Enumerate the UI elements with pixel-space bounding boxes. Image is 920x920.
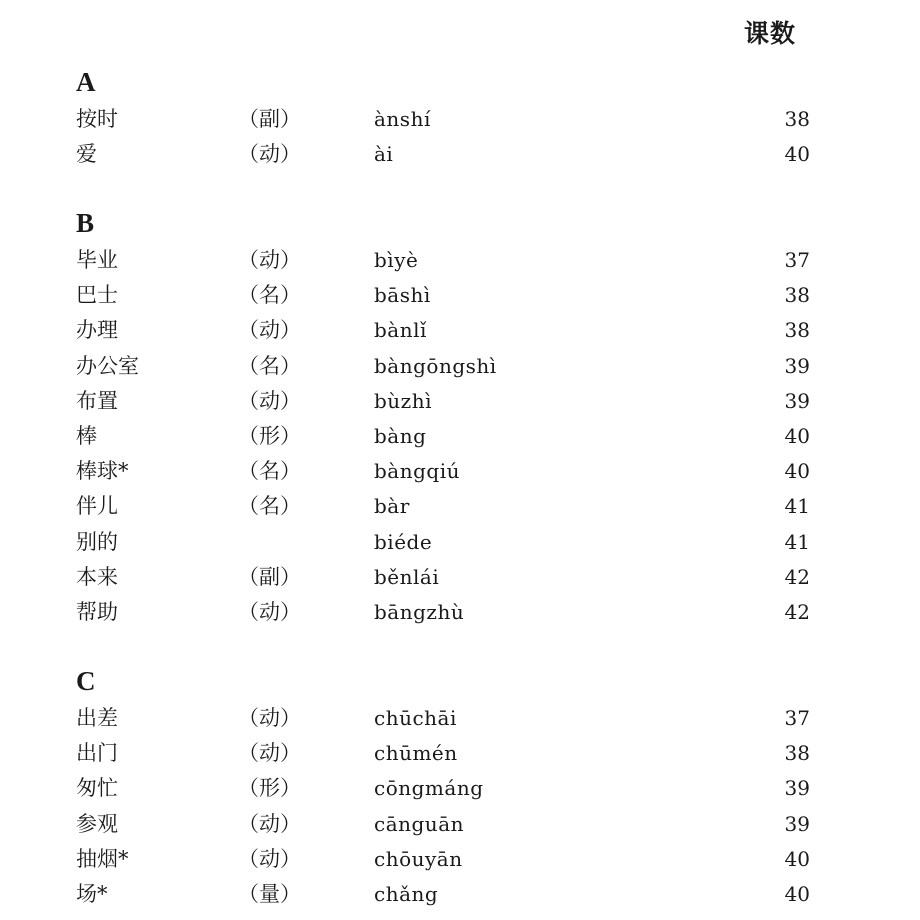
entry-pinyin: chǎng — [374, 881, 439, 906]
entry-lesson: 39 — [784, 776, 810, 801]
entry-pos: （动） — [238, 142, 301, 167]
entry-row — [76, 454, 816, 489]
entry-row — [76, 102, 816, 137]
section-letter: B — [76, 208, 95, 238]
entry-word: 布置 — [76, 388, 118, 413]
entry-pos: （动） — [238, 388, 301, 413]
entry-lesson: 42 — [784, 564, 810, 589]
entry-lesson: 41 — [784, 529, 810, 554]
entry-lesson: 38 — [784, 107, 810, 131]
entry-word: 毕业 — [76, 248, 118, 272]
entry-word: 棒球* — [76, 459, 129, 484]
entry-lesson: 40 — [784, 459, 810, 484]
entry-row — [76, 489, 816, 524]
entry-word: 伴儿 — [76, 494, 118, 519]
entry-pos: （副） — [238, 564, 301, 589]
entry-pinyin: chūmén — [374, 741, 458, 766]
entry-pinyin: chūchāi — [374, 706, 457, 730]
entry-word: 本来 — [76, 564, 118, 589]
entry-pos: （形） — [238, 423, 301, 448]
entry-lesson: 41 — [784, 494, 810, 519]
entry-lesson: 42 — [784, 599, 810, 624]
entry-pos: （动） — [238, 706, 301, 730]
entry-row — [76, 349, 816, 384]
entry-pos: （名） — [238, 459, 301, 484]
entry-word: 出差 — [76, 706, 118, 730]
entry-row — [76, 313, 816, 348]
entry-pos: （动） — [238, 846, 301, 871]
entry-row — [76, 701, 816, 736]
entry-word: 出门 — [76, 741, 118, 766]
entry-pinyin: bāshì — [374, 283, 431, 308]
entry-word: 按时 — [76, 107, 118, 131]
entry-pinyin: cānguān — [374, 811, 464, 836]
entry-pos: （名） — [238, 353, 301, 378]
entry-lesson: 39 — [784, 353, 810, 378]
entry-row — [76, 877, 816, 912]
entry-lesson: 40 — [784, 142, 810, 167]
entry-row — [76, 384, 816, 419]
entry-word: 场* — [76, 881, 108, 906]
section-a — [76, 62, 816, 172]
entry-pinyin: bùzhì — [374, 388, 432, 413]
entry-word: 别的 — [76, 529, 118, 554]
entry-lesson: 37 — [784, 706, 810, 730]
entry-pinyin: bànlǐ — [374, 318, 427, 343]
entry-pinyin: biéde — [374, 529, 433, 554]
entry-word: 抽烟* — [76, 846, 129, 871]
lesson-column-header: 课数 — [744, 19, 797, 48]
entry-row — [76, 595, 816, 630]
entry-lesson: 38 — [784, 283, 810, 308]
entry-word: 帮助 — [76, 599, 118, 624]
entry-pinyin: bàngōngshì — [374, 353, 497, 378]
entry-pos: （动） — [238, 811, 301, 836]
entry-lesson: 38 — [784, 741, 810, 766]
entry-pinyin: cōngmáng — [374, 776, 484, 801]
entry-pinyin: bàr — [374, 494, 410, 519]
entry-word: 匆忙 — [76, 776, 118, 801]
entry-word: 棒 — [76, 423, 97, 448]
section-c — [76, 661, 816, 912]
entry-row — [76, 771, 816, 806]
entry-lesson: 38 — [784, 318, 810, 343]
entry-row — [76, 137, 816, 172]
entry-pinyin: chōuyān — [374, 846, 463, 871]
entry-pos: （动） — [238, 248, 301, 272]
entry-pinyin: ài — [374, 142, 394, 167]
entry-pinyin: bàng — [374, 423, 427, 448]
entry-row — [76, 243, 816, 278]
entry-pinyin: bāngzhù — [374, 599, 465, 624]
entry-pinyin: ànshí — [374, 107, 431, 131]
entry-pinyin: bìyè — [374, 248, 419, 272]
entry-row — [76, 525, 816, 560]
entry-pos: （动） — [238, 599, 301, 624]
entry-pinyin: běnlái — [374, 564, 440, 589]
entry-word: 办理 — [76, 318, 118, 343]
entry-word: 爱 — [76, 142, 97, 167]
entry-pos: （量） — [238, 881, 301, 906]
entry-pos: （动） — [238, 741, 301, 766]
entry-pos: （名） — [238, 494, 301, 519]
section-letter: C — [76, 666, 96, 696]
entry-pos: （动） — [238, 318, 301, 343]
section-letter: A — [76, 67, 96, 97]
entry-row — [76, 842, 816, 877]
entry-lesson: 40 — [784, 846, 810, 871]
entry-row — [76, 419, 816, 454]
entry-lesson: 40 — [784, 881, 810, 906]
entry-lesson: 39 — [784, 388, 810, 413]
entry-pos: （形） — [238, 776, 301, 801]
entry-pos: （名） — [238, 283, 301, 308]
entry-row — [76, 278, 816, 313]
entry-word: 巴士 — [76, 283, 118, 308]
entry-lesson: 37 — [784, 248, 810, 272]
entry-word: 参观 — [76, 811, 118, 836]
entry-row — [76, 736, 816, 771]
entry-pinyin: bàngqiú — [374, 459, 460, 484]
entry-pos: （副） — [238, 107, 301, 131]
entry-row — [76, 807, 816, 842]
section-b — [76, 203, 816, 630]
entry-lesson: 39 — [784, 811, 810, 836]
entry-lesson: 40 — [784, 423, 810, 448]
entry-word: 办公室 — [76, 353, 139, 378]
entry-row — [76, 560, 816, 595]
